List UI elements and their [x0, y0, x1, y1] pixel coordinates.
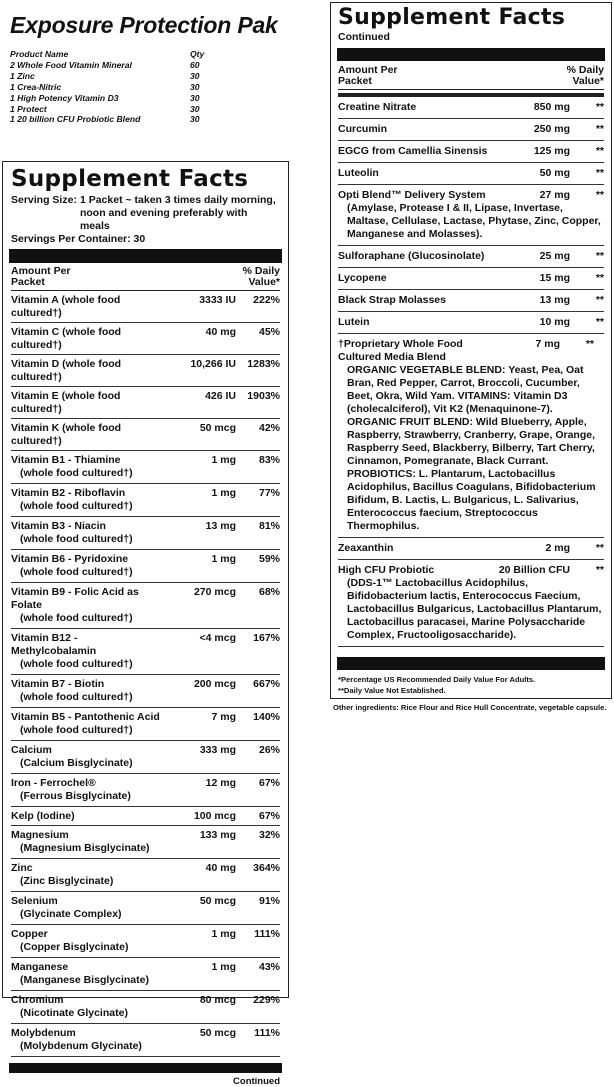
nutrient-amount: 1 mg	[211, 961, 236, 973]
pak-item-name: 1 Protect	[10, 103, 47, 114]
ingredient-amount: 125 mg	[533, 145, 570, 157]
nutrient-name: Molybdenum	[11, 1027, 76, 1039]
ingredient-row	[338, 538, 604, 560]
supplement-facts-panel-left	[2, 161, 289, 1087]
ingredient-amount: 10 mg	[539, 316, 570, 328]
nutrient-amount: 80 mcg	[199, 994, 236, 1006]
column-header-right	[338, 65, 604, 90]
thick-divider	[9, 249, 282, 263]
nutrient-name: Vitamin E (whole food cultured†)	[11, 390, 121, 415]
ingredient-daily-value: **	[595, 167, 604, 179]
pak-item-name: 1 High Potency Vitamin D3	[10, 92, 119, 103]
nutrient-source: (whole food cultured†)	[20, 612, 133, 624]
nutrient-row	[11, 355, 280, 387]
nutrient-daily-value: 91%	[258, 895, 280, 907]
nutrient-source: (whole food cultured†)	[20, 467, 133, 479]
ingredient-row	[338, 163, 604, 185]
nutrient-amount: 426 IU	[205, 390, 236, 402]
ingredient-amount: 27 mg	[539, 189, 570, 201]
ingredient-row-main	[338, 316, 604, 329]
pak-item-row	[10, 104, 310, 115]
pak-item-row	[10, 71, 310, 82]
nutrient-name: Chromium	[11, 994, 64, 1006]
nutrient-source: (Zinc Bisglycinate)	[20, 875, 114, 887]
nutrient-row	[11, 774, 280, 807]
nutrient-row-main	[11, 390, 280, 416]
nutrient-row-main	[11, 994, 280, 1007]
pak-item-name: 1 Zinc	[10, 70, 35, 81]
nutrient-row	[11, 925, 280, 958]
nutrient-daily-value: 59%	[258, 553, 280, 565]
nutrient-row	[11, 991, 280, 1024]
nutrient-amount: 133 mg	[199, 829, 236, 841]
nutrient-amount: 200 mcg	[193, 678, 236, 690]
ingredient-name: Creatine Nitrate	[338, 101, 417, 113]
ingredient-name: High CFU Probiotic	[338, 564, 435, 576]
ingredient-row-main	[338, 123, 604, 136]
nutrient-row-main	[11, 422, 280, 448]
ingredient-description: (DDS-1™ Lactobacillus Acidophilus, Bifidobacterium lactis, Enterococcus Faecium, Lactobacillus Bulgaricus, Lactobacillus Plantarum, Lactobacillus paracasei, Marine Polysaccharide Complex, Fructooligosaccharide).	[347, 577, 602, 641]
servings-per-container: Servings Per Container: 30	[11, 233, 146, 245]
nutrient-name: Vitamin B7 - Biotin	[11, 678, 105, 690]
footnote-not-established: **Daily Value Not Established.	[338, 686, 446, 695]
pak-table	[10, 49, 310, 125]
nutrient-amount: 1 mg	[211, 487, 236, 499]
ingredient-name: Curcumin	[338, 123, 388, 135]
ingredient-amount: 15 mg	[539, 272, 570, 284]
nutrient-source: (whole food cultured†)	[20, 658, 133, 670]
pak-item-row	[10, 93, 310, 104]
pak-col-qty: Qty	[190, 49, 205, 59]
ingredient-amount: 13 mg	[539, 294, 570, 306]
ingredient-row	[338, 560, 604, 647]
ingredient-amount: 20 Billion CFU	[498, 564, 570, 576]
nutrient-amount: 50 mcg	[199, 895, 236, 907]
nutrient-row-main	[11, 928, 280, 941]
ingredient-row	[338, 268, 604, 290]
nutrient-daily-value: 32%	[258, 829, 280, 841]
ingredient-row-main	[338, 542, 604, 555]
nutrient-daily-value: 667%	[253, 678, 280, 690]
nutrient-source: (Manganese Bisglycinate)	[20, 974, 149, 986]
ingredient-amount: 250 mg	[533, 123, 570, 135]
nutrient-row	[11, 517, 280, 550]
ingredient-row-main	[338, 145, 604, 158]
nutrient-row-main	[11, 810, 280, 823]
nutrient-row-main	[11, 1027, 280, 1040]
ingredient-amount: 50 mg	[539, 167, 570, 179]
ingredient-row-main	[338, 564, 604, 577]
nutrient-row	[11, 892, 280, 925]
nutrient-daily-value: 77%	[258, 487, 280, 499]
nutrient-name: Vitamin B2 - Riboflavin	[11, 487, 126, 499]
nutrient-name: Vitamin K (whole food cultured†)	[11, 422, 122, 447]
pak-item-qty: 30	[190, 70, 200, 81]
nutrient-source: (whole food cultured†)	[20, 500, 133, 512]
nutrient-row-main	[11, 586, 280, 612]
nutrient-row-main	[11, 961, 280, 974]
nutrient-amount: 7 mg	[211, 711, 236, 723]
header-daily-value: % Daily Value*	[566, 64, 604, 87]
nutrient-name: Kelp (Iodine)	[11, 810, 75, 822]
nutrient-daily-value: 229%	[253, 994, 280, 1006]
pak-item-name: 2 Whole Food Vitamin Mineral	[10, 59, 132, 70]
pak-item-qty: 30	[190, 114, 200, 125]
ingredient-name: Luteolin	[338, 167, 379, 179]
nutrient-row	[11, 826, 280, 859]
nutrient-daily-value: 81%	[258, 520, 280, 532]
nutrient-row	[11, 484, 280, 517]
nutrient-name: Magnesium	[11, 829, 69, 841]
ingredient-row-main	[338, 338, 604, 364]
ingredient-name: EGCG from Camellia Sinensis	[338, 145, 488, 157]
nutrient-name: Copper	[11, 928, 48, 940]
serving-size-label: Serving Size:	[11, 194, 77, 206]
ingredient-amount: 850 mg	[533, 101, 570, 113]
nutrient-amount: 13 mg	[205, 520, 236, 532]
ingredient-daily-value: **	[595, 123, 604, 135]
ingredient-name: Sulforaphane (Glucosinolate)	[338, 250, 485, 262]
continued-subtitle: Continued	[338, 31, 390, 43]
ingredient-daily-value: **	[595, 272, 604, 284]
ingredient-row-main	[338, 272, 604, 285]
thick-divider	[337, 48, 605, 61]
nutrient-row	[11, 708, 280, 741]
nutrient-row-main	[11, 678, 280, 691]
nutrient-row	[11, 419, 280, 451]
nutrient-row-main	[11, 520, 280, 533]
ingredient-row-main	[338, 294, 604, 307]
nutrient-daily-value: 364%	[253, 862, 280, 874]
nutrient-amount: 40 mg	[205, 862, 236, 874]
nutrient-daily-value: 111%	[254, 1027, 280, 1039]
ingredient-description: ORGANIC VEGETABLE BLEND: Yeast, Pea, Oat Bran, Red Pepper, Carrot, Broccoli, Cucumber, Beet, Okra, Wild Yam. VITAMINS: Vitamin D3 (cholecalciferol), Vit K2 (Menaquinone-7). ORGANIC FRUIT BLEND: Wild Blueberry, Apple, Raspberry, Strawberry, Cranberry, Grape, Orange, Raspberry Seed, Blackberry, Bilberry, Tart Cherry, Cinnamon, Pomegranate, Black Currant. PROBIOTICS: L. Plantarum, Lactobacillus Acidophilus, Bacillus Coagulans, Bifidobacterium Bifidum, B. Lactis, L. Bulgaricus, L. Salivarius, Enterococcus faecium, Streptococcus Thermophilus.	[347, 364, 596, 532]
nutrient-daily-value: 167%	[253, 632, 280, 644]
nutrient-daily-value: 43%	[258, 961, 280, 973]
nutrient-row	[11, 741, 280, 774]
nutrient-name: Selenium	[11, 895, 58, 907]
nutrient-row-main	[11, 711, 280, 724]
nutrient-amount: 12 mg	[205, 777, 236, 789]
nutrient-daily-value: 1283%	[247, 358, 280, 370]
nutrient-daily-value: 26%	[258, 744, 280, 756]
panel-title-right: Supplement Facts	[338, 5, 566, 30]
nutrient-amount: 1 mg	[211, 454, 236, 466]
nutrient-daily-value: 111%	[254, 928, 280, 940]
ingredient-name: Zeaxanthin	[338, 542, 394, 554]
nutrient-name: Zinc	[11, 862, 33, 874]
nutrient-row-main	[11, 744, 280, 757]
nutrient-daily-value: 222%	[253, 294, 280, 306]
nutrient-amount: 1 mg	[211, 553, 236, 565]
ingredient-daily-value: **	[595, 316, 604, 328]
ingredient-daily-value: **	[595, 294, 604, 306]
nutrient-row	[11, 323, 280, 355]
pak-item-name: 1 20 billion CFU Probiotic Blend	[10, 114, 141, 125]
pak-col-product: Product Name	[10, 49, 69, 59]
ingredient-name: †Proprietary Whole Food Cultured Media Blend	[338, 338, 463, 363]
nutrient-name: Vitamin D (whole food cultured†)	[11, 358, 122, 383]
continued-label: Continued	[233, 1076, 280, 1087]
pak-item-row	[10, 60, 310, 71]
nutrient-row	[11, 1024, 280, 1057]
ingredient-daily-value: **	[595, 101, 604, 113]
ingredient-amount: 2 mg	[545, 542, 570, 554]
ingredient-row	[338, 185, 604, 246]
nutrient-row-main	[11, 487, 280, 500]
nutrient-row	[11, 958, 280, 991]
nutrient-source: (Copper Bisglycinate)	[20, 941, 129, 953]
nutrient-daily-value: 42%	[258, 422, 280, 434]
nutrient-amount: 333 mg	[199, 744, 236, 756]
thick-divider-bottom	[337, 657, 605, 670]
nutrient-amount: <4 mcg	[199, 632, 236, 644]
nutrient-row	[11, 859, 280, 892]
ingredient-row	[338, 246, 604, 268]
nutrient-source: (whole food cultured†)	[20, 691, 133, 703]
ingredient-row-main	[338, 189, 604, 202]
nutrient-daily-value: 45%	[258, 326, 280, 338]
thick-divider-bottom	[9, 1063, 282, 1073]
nutrient-daily-value: 1903%	[247, 390, 280, 402]
nutrient-amount: 100 mcg	[193, 810, 236, 822]
ingredient-row	[338, 312, 604, 334]
pak-item-qty: 60	[190, 59, 200, 70]
ingredient-daily-value: **	[595, 145, 604, 157]
nutrient-row-main	[11, 862, 280, 875]
header-rule	[338, 90, 604, 97]
nutrient-source: (Molybdenum Glycinate)	[20, 1040, 142, 1052]
ingredient-name: Black Strap Molasses	[338, 294, 446, 306]
nutrient-row-main	[11, 553, 280, 566]
header-amount: Amount Per Packet	[11, 265, 71, 288]
nutrient-source: (whole food cultured†)	[20, 724, 133, 736]
pak-items	[10, 60, 310, 125]
pak-item-name: 1 Crea-Nitric	[10, 81, 62, 92]
pak-header-row	[10, 49, 310, 60]
nutrient-row-main	[11, 829, 280, 842]
column-header	[11, 266, 280, 291]
nutrient-name: Vitamin B5 - Pantothenic Acid	[11, 711, 160, 723]
nutrient-name: Vitamin B9 - Folic Acid as Folate	[11, 586, 139, 611]
nutrient-row	[11, 451, 280, 484]
ingredient-row-main	[338, 101, 604, 114]
nutrient-amount: 1 mg	[211, 928, 236, 940]
pak-item-row	[10, 82, 310, 93]
nutrient-source: (whole food cultured†)	[20, 533, 133, 545]
pak-item-qty: 30	[190, 92, 200, 103]
nutrient-daily-value: 83%	[258, 454, 280, 466]
ingredient-row	[338, 334, 604, 538]
ingredient-row	[338, 119, 604, 141]
other-ingredients: Other ingredients: Rice Flour and Rice Hull Concentrate, vegetable capsule.	[333, 703, 607, 712]
nutrient-name: Manganese	[11, 961, 69, 973]
nutrient-daily-value: 140%	[253, 711, 280, 723]
nutrient-daily-value: 68%	[258, 586, 280, 598]
ingredient-row	[338, 97, 604, 119]
ingredient-daily-value: **	[595, 250, 604, 262]
nutrient-source: (Glycinate Complex)	[20, 908, 122, 920]
ingredient-row	[338, 141, 604, 163]
nutrient-row-main	[11, 632, 280, 658]
ingredient-daily-value: **	[595, 189, 604, 201]
ingredient-daily-value: **	[595, 564, 604, 576]
supplement-facts-panel-right	[330, 2, 612, 699]
nutrient-row-main	[11, 326, 280, 352]
nutrient-row	[11, 583, 280, 629]
pak-item-row	[10, 114, 310, 125]
ingredient-name: Lutein	[338, 316, 370, 328]
ingredient-daily-value: **	[595, 542, 604, 554]
nutrient-row	[11, 675, 280, 708]
nutrient-row	[11, 629, 280, 675]
nutrient-row-main	[11, 358, 280, 384]
nutrient-amount: 50 mcg	[199, 1027, 236, 1039]
ingredient-daily-value: **	[585, 338, 594, 350]
header-amount: Amount Per Packet	[338, 64, 398, 87]
nutrient-row-main	[11, 777, 280, 790]
nutrient-name: Vitamin B3 - Niacin	[11, 520, 106, 532]
nutrient-source: (Magnesium Bisglycinate)	[20, 842, 150, 854]
nutrient-row-main	[11, 895, 280, 908]
panel-title: Supplement Facts	[11, 166, 249, 192]
nutrient-daily-value: 67%	[258, 810, 280, 822]
ingredient-row	[338, 290, 604, 312]
nutrient-amount: 10,266 IU	[190, 358, 236, 370]
nutrient-source: (Nicotinate Glycinate)	[20, 1007, 128, 1019]
nutrient-row-main	[11, 294, 280, 320]
nutrient-source: (Ferrous Bisglycinate)	[20, 790, 131, 802]
ingredient-name: Opti Blend™ Delivery System	[338, 189, 486, 201]
pak-item-qty: 30	[190, 103, 200, 114]
nutrient-name: Vitamin B12 - Methylcobalamin	[11, 632, 97, 657]
nutrient-amount: 270 mcg	[193, 586, 236, 598]
ingredient-name: Lycopene	[338, 272, 387, 284]
footnote-percentage: *Percentage US Recommended Daily Value For Adults.	[338, 675, 536, 684]
serving-size-value: 1 Packet ~ taken 3 times daily morning, noon and evening preferably with meals	[79, 194, 276, 232]
nutrient-row-main	[11, 454, 280, 467]
pak-item-qty: 30	[190, 81, 200, 92]
nutrient-name: Vitamin A (whole food cultured†)	[11, 294, 121, 319]
ingredient-description: (Amylase, Protease I & II, Lipase, Invertase, Maltase, Cellulase, Lactase, Phytase, Zinc, Copper, Manganese and Molasses).	[347, 202, 601, 240]
nutrient-daily-value: 67%	[258, 777, 280, 789]
nutrient-name: Vitamin B1 - Thiamine	[11, 454, 121, 466]
header-daily-value: % Daily Value*	[242, 265, 280, 288]
nutrient-amount: 3333 IU	[199, 294, 236, 306]
ingredient-list	[338, 97, 604, 647]
nutrient-amount: 50 mcg	[199, 422, 236, 434]
nutrient-name: Calcium	[11, 744, 52, 756]
nutrient-source: (Calcium Bisglycinate)	[20, 757, 133, 769]
nutrient-row	[11, 550, 280, 583]
nutrient-name: Vitamin B6 - Pyridoxine	[11, 553, 129, 565]
nutrient-amount: 40 mg	[205, 326, 236, 338]
ingredient-row-main	[338, 167, 604, 180]
ingredient-amount: 7 mg	[535, 338, 560, 350]
nutrient-name: Iron - Ferrochel®	[11, 777, 96, 789]
pak-title: Exposure Protection Pak	[10, 12, 278, 38]
nutrient-list	[11, 291, 280, 1057]
nutrient-row	[11, 291, 280, 323]
nutrient-name: Vitamin C (whole food cultured†)	[11, 326, 122, 351]
pak-section	[10, 12, 310, 125]
ingredient-amount: 25 mg	[539, 250, 570, 262]
nutrient-row	[11, 807, 280, 826]
nutrient-source: (whole food cultured†)	[20, 566, 133, 578]
nutrient-row	[11, 387, 280, 419]
ingredient-row-main	[338, 250, 604, 263]
serving-size	[11, 194, 280, 233]
